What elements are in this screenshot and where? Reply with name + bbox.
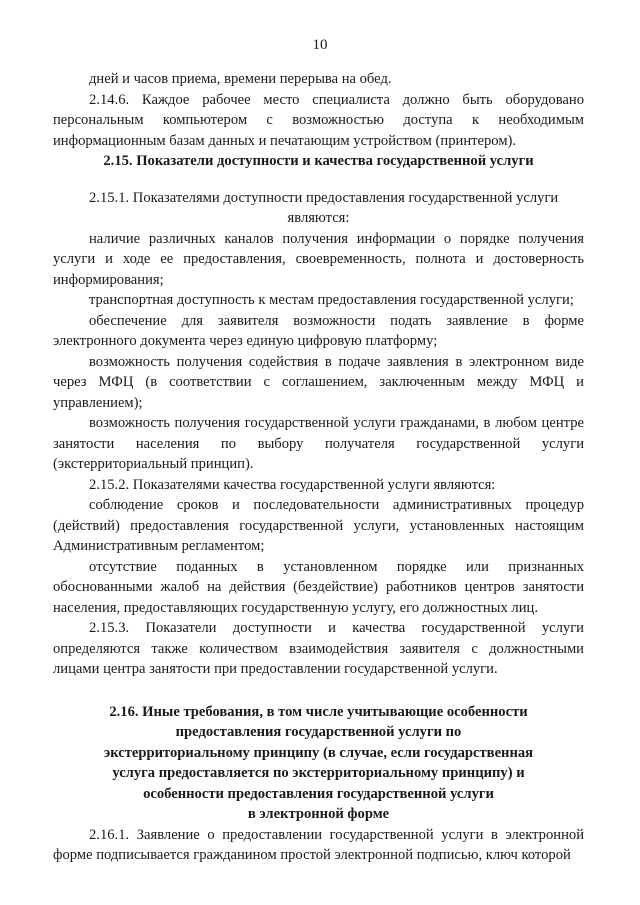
heading-line: экстерриториальному принципу (в случае, если государственная [103,744,534,761]
document-body [53,69,584,866]
paragraph-line: 2.15.1. Показателями доступности предоставления государственной услуги [89,189,559,206]
paragraph-extraterritorial: возможность получения государственной услуги гражданами, в любом центре занятости населения по выбору получателя государственной услуги (экстерриториальный принцип). [53,415,584,472]
heading-line: предоставления государственной услуги по [175,724,462,740]
paragraph-complaints: отсутствие поданных в установленном порядке или признанных обоснованными жалоб на действия (бездействие) работников центров занятости населения, предоставляющих государственную услугу, его должностных лиц. [53,558,584,616]
paragraph-line: информационным базам данных и печатающим устройством (принтером). [53,132,517,149]
heading-line: 2.16. Иные требования, в том числе учитывающие особенности [109,703,528,720]
paragraph-2-14-6 [53,90,584,152]
paragraph-2-16-1: 2.16.1. Заявление о предоставлении государственной услуги в электронной форме подписывается гражданином простой электронной подписью, ключ которой [53,826,584,863]
paragraph-channels: наличие различных каналов получения информации о порядке получения услуги и ходе ее предоставления, своевременность, полнота и достоверность информирования; [53,230,584,288]
paragraph-line: 2.14.6. Каждое рабочее место специалиста должно быть оборудовано [89,91,584,108]
section-heading-2-16 [53,702,584,825]
paragraph-line: являются: [287,210,350,226]
paragraph-2-15-1 [53,188,584,229]
paragraph-2-15-3: 2.15.3. Показатели доступности и качества государственной услуги определяются также количеством взаимодействия заявителя с должностными лицами центра занятости при предоставлении государственной услуги. [53,620,584,677]
paragraph-2-15-2: 2.15.2. Показателями качества государственной услуги являются: [89,476,496,493]
heading-line: в электронной форме [247,806,390,822]
paragraph-continuation: дней и часов приема, времени перерыва на обед. [89,71,392,87]
paragraph-line: персональным компьютером с возможностью доступа к необходимым [53,112,584,128]
paragraph-deadlines: соблюдение сроков и последовательности административных процедур (действий) предоставления государственной услуги, установленных настоящим Административным регламентом; [53,497,584,554]
section-heading-2-15: 2.15. Показатели доступности и качества государственной услуги [103,153,534,169]
heading-line: услуга предоставляется по экстерриториальному принципу) и [112,765,525,781]
paragraph-electronic-submission: обеспечение для заявителя возможности подать заявление в форме электронного документа через единую цифровую платформу; [53,312,584,349]
heading-line: особенности предоставления государственной услуги [143,785,494,802]
paragraph-mfc-assistance: возможность получения содействия в подаче заявления в электронном виде через МФЦ (в соответствии с соглашением, заключенным между МФЦ и управлением); [53,353,584,411]
page-number: 10 [312,37,328,53]
paragraph-transport: транспортная доступность к местам предоставления государственной услуги; [89,292,574,308]
